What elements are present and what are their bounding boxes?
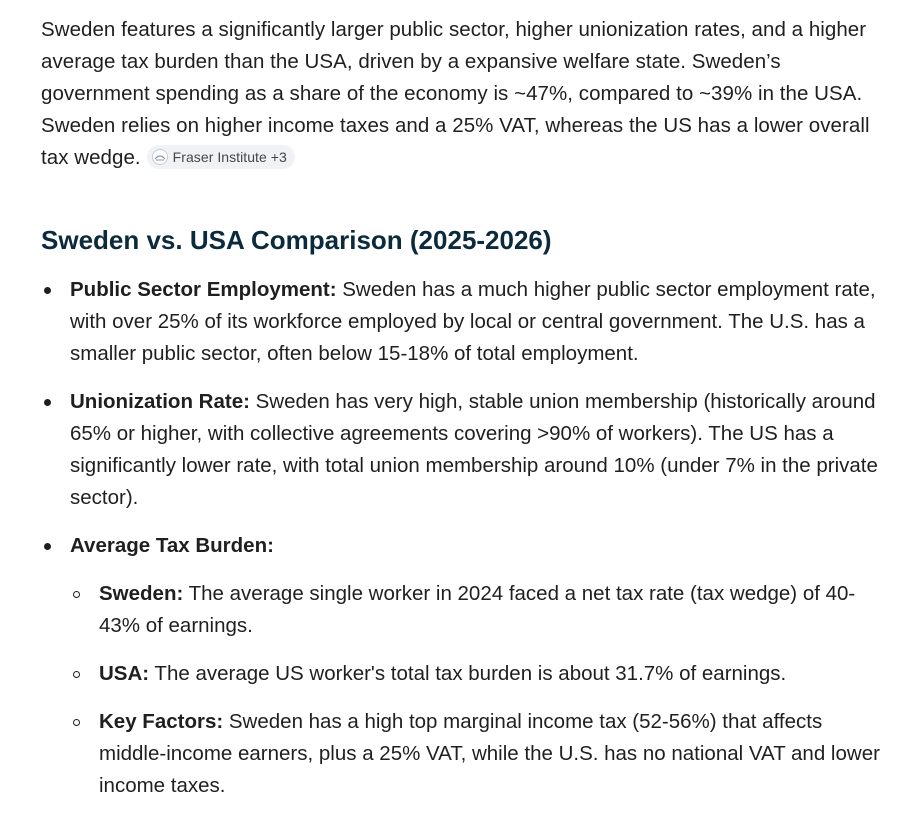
intro-paragraph [41, 14, 886, 174]
list-item-text: Sweden has a much higher public sector employment rate, with over 25% of its workforce employed by local or central government. The U.S. has a smaller public sector, often below 15-18% of total employment. [70, 278, 876, 365]
bullet-circle-icon [73, 591, 80, 598]
source-chip[interactable] [147, 145, 295, 169]
list-item-label: Average Tax Burden: [70, 534, 274, 557]
list-item-text: Sweden has very high, stable union membership (historically around 65% or higher, with collective agreements covering >90% of workers). The US has a significantly lower rate, with total union membership around 10% (under 7% in the private sector). [70, 390, 878, 509]
tax-burden-sublist [70, 578, 886, 802]
sublist-item-sweden [70, 578, 886, 642]
bullet-dot-icon [44, 399, 51, 406]
sublist-item-text: The average single worker in 2024 faced a net tax rate (tax wedge) of 40-43% of earnings. [99, 582, 856, 637]
sublist-item-key-factors [70, 706, 886, 802]
section-title: Sweden vs. USA Comparison (2025-2026) [41, 225, 552, 255]
list-item-tax-burden [41, 530, 886, 802]
sublist-item-usa [70, 658, 886, 690]
list-item-public-sector [41, 274, 886, 370]
list-item-unionization [41, 386, 886, 514]
list-item-label: Public Sector Employment: [70, 278, 337, 301]
bullet-dot-icon [44, 287, 51, 294]
source-chip-label: Fraser Institute +3 [172, 149, 287, 165]
sublist-item-label: USA: [99, 662, 150, 685]
bullet-dot-icon [44, 543, 51, 550]
sublist-item-text: Sweden has a high top marginal income tax (52-56%) that affects middle-income earners, plus a 25% VAT, while the U.S. has no national VAT and lower income taxes. [99, 710, 880, 797]
bullet-circle-icon [73, 671, 80, 678]
fraser-institute-logo-icon [152, 149, 168, 165]
comparison-list [41, 274, 886, 818]
response-content [41, 14, 886, 797]
sublist-item-label: Key Factors: [99, 710, 224, 733]
sublist-item-text: The average US worker's total tax burden is about 31.7% of earnings. [149, 662, 787, 685]
intro-text: Sweden features a significantly larger public sector, higher unionization rates, and a higher average tax burden than the USA, driven by a expansive welfare state. Sweden’s government spending as a share of the economy is ~47%, compared to ~39% in the USA. Sweden relies on higher income taxes and a 25% VAT, whereas the US has a lower overall tax wedge. [41, 18, 870, 169]
list-item-label: Unionization Rate: [70, 390, 250, 413]
sublist-item-label: Sweden: [99, 582, 184, 605]
bullet-circle-icon [73, 719, 80, 726]
